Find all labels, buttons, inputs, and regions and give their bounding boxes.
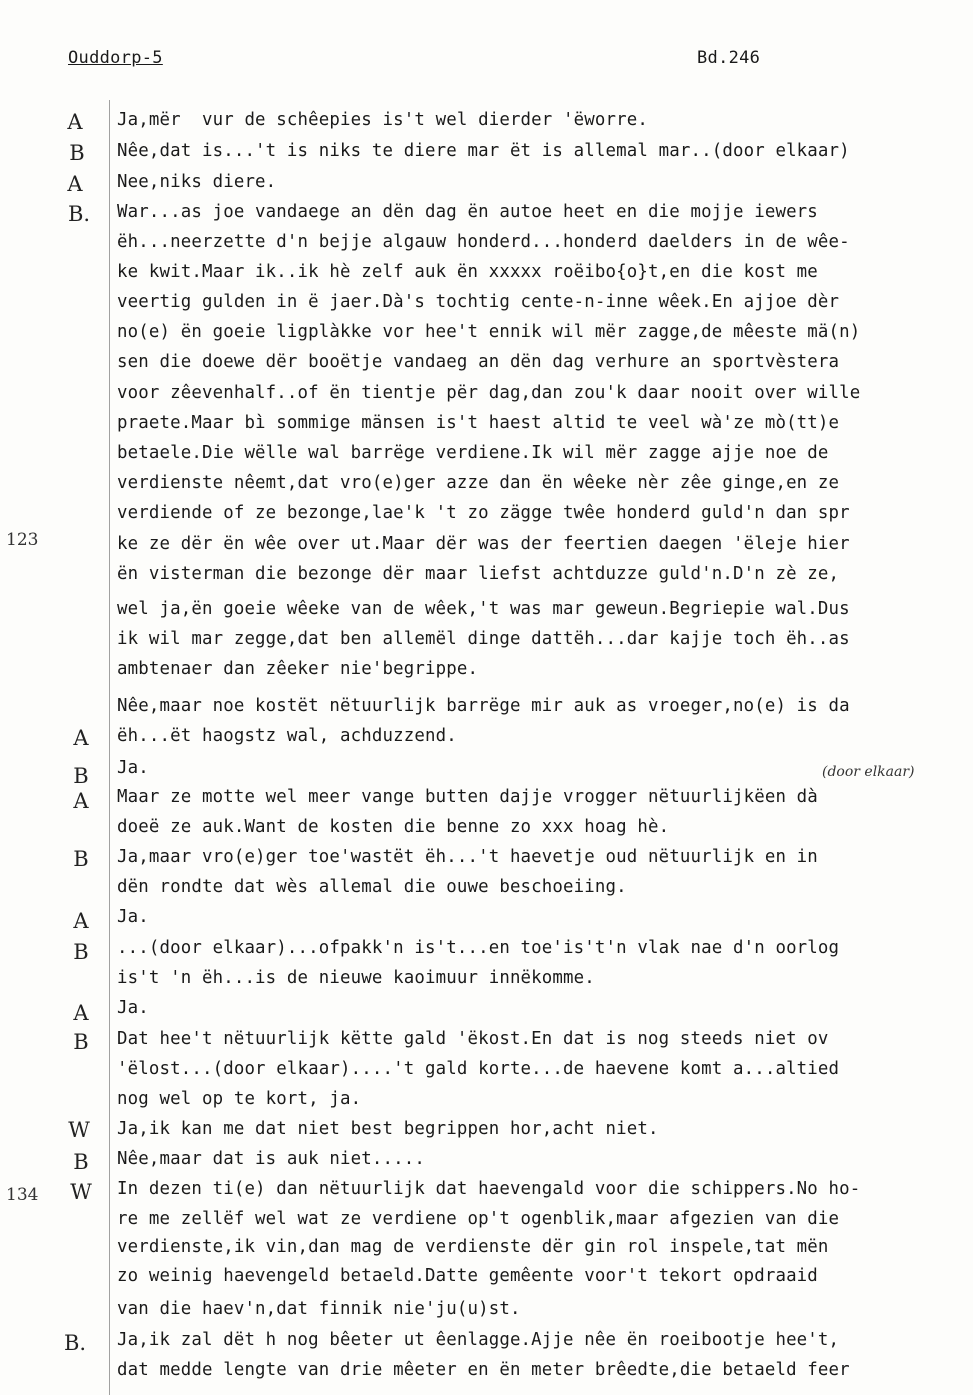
transcript-line: Dat hee't nëtuurlijk këtte gald 'ëkost.En dat is nog steeds niet ov — [117, 1029, 829, 1049]
transcript-line: voor zêevenhalf..of ën tientje për dag,dan zou'k daar nooit over wille — [117, 383, 861, 403]
transcript-line: 'ëlost...(door elkaar)....'t gald korte...de haevene komt a...altied — [117, 1059, 840, 1079]
transcript-line: ke kwit.Maar ik..ik hè zelf auk ën xxxxx roëibo{o}t,en die kost me — [117, 262, 818, 282]
margin-rule — [109, 100, 110, 1395]
transcript-line: In dezen ti(e) dan nëtuurlijk dat haevengald voor die schippers.No ho- — [117, 1179, 861, 1199]
transcript-line: Nêe,dat is...'t is niks te diere mar ët is allemal mar..(door elkaar) — [117, 141, 850, 161]
transcript-line: dat medde lengte van drie mêeter en ën meter brêedte,die betaeld feer — [117, 1360, 850, 1380]
transcript-line: dën rondte dat wès allemal die ouwe beschoeiing. — [117, 877, 627, 897]
transcript-line: sen die doewe dër booëtje vandaeg an dën dag verhure an sportvèstera — [117, 352, 840, 372]
speaker-label: B — [73, 1030, 89, 1054]
transcript-line: wel ja,ën goeie wêeke van de wêek,'t was mar geweun.Begriepie wal.Dus — [117, 599, 850, 619]
transcript-line: verdienste,ik vin,dan mag de verdienste dër gin rol inspele,tat mën — [117, 1237, 829, 1257]
speaker-label: W — [70, 1180, 92, 1204]
transcript-line: Ja,ik zal dët h nog bêeter ut êenlagge.Ajje nêe ën roeibootje hee't, — [117, 1330, 840, 1350]
speaker-label: A — [73, 726, 89, 750]
transcript-line: zo weinig haevengeld betaeld.Datte gemêente voor't tekort opdraaid — [117, 1266, 818, 1286]
transcript-line: praete.Maar bì sommige mänsen is't haest altid te veel wà'ze mò(tt)e — [117, 413, 840, 433]
transcript-line: Ja,maar vro(e)ger toe'wastët ëh...'t haevetje oud nëtuurlijk en in — [117, 847, 818, 867]
margin-note: (door elkaar) — [822, 764, 915, 780]
transcript-line: betaele.Die wëlle wal barrëge verdiene.Ik wil mër zagge ajje noe de — [117, 443, 829, 463]
speaker-label: A — [73, 789, 89, 813]
transcript-line: verdiende of ze bezonge,lae'k 't zo zägge twêe honderd guld'n dan spr — [117, 503, 850, 523]
page-header-right: Bd.246 — [697, 48, 761, 68]
speaker-label: B — [73, 847, 89, 871]
transcript-line: Nee,niks diere. — [117, 172, 277, 192]
transcript-line: Ja. — [117, 758, 149, 778]
transcript-line: van die haev'n,dat finnik nie'ju(u)st. — [117, 1299, 521, 1319]
page-header-left: Ouddorp-5 — [68, 48, 163, 68]
transcript-line: ën visterman die bezonge dër maar liefst achtduzze guld'n.D'n zè ze, — [117, 564, 840, 584]
speaker-label: A — [67, 172, 83, 196]
transcript-line: ëh...neerzette d'n bejje algauw honderd...honderd daelders in de wêe- — [117, 232, 850, 252]
transcript-line: nog wel op te kort, ja. — [117, 1089, 362, 1109]
transcript-line: ke ze dër ën wêe over ut.Maar dër was der feertien daegen 'ëleje hier — [117, 534, 850, 554]
transcript-line: Ja,ik kan me dat niet best begrippen hor,acht niet. — [117, 1119, 659, 1139]
speaker-label: B. — [67, 202, 91, 226]
transcript-line: veertig gulden in ë jaer.Dà's tochtig cente-n-inne wêek.En ajjoe dèr — [117, 292, 840, 312]
transcript-line: is't 'n ëh...is de nieuwe kaoimuur innëkomme. — [117, 968, 595, 988]
transcript-line: War...as joe vandaege an dën dag ën autoe heet en die mojje iewers — [117, 202, 818, 222]
transcript-line: Maar ze motte wel meer vange butten dajje vrogger nëtuurlijkëen dà — [117, 787, 818, 807]
transcript-line: Nêe,maar dat is auk niet..... — [117, 1149, 425, 1169]
speaker-label: B — [73, 940, 89, 964]
speaker-label: B — [69, 141, 85, 165]
speaker-label: B — [73, 764, 89, 788]
speaker-label: A — [73, 1001, 89, 1025]
line-number: 123 — [6, 530, 39, 550]
speaker-label: A — [67, 110, 83, 134]
transcript-line: ik wil mar zegge,dat ben allemël dinge dattëh...dar kajje toch ëh..as — [117, 629, 850, 649]
transcript-line: re me zellëf wel wat ze verdiene op't ogenblik,maar afgezien van die — [117, 1209, 840, 1229]
transcript-line: ...(door elkaar)...ofpakk'n is't...en toe'is't'n vlak nae d'n oorlog — [117, 938, 840, 958]
speaker-label: W — [68, 1118, 90, 1142]
speaker-label: A — [73, 909, 89, 933]
line-number: 134 — [6, 1185, 39, 1205]
transcript-line: Ja,mër vur de schêepies is't wel dierder 'ëworre. — [117, 110, 649, 130]
speaker-label: B. — [63, 1331, 87, 1355]
transcript-line: no(e) ën goeie ligplàkke vor hee't ennik wil mër zagge,de mêeste mä(n) — [117, 322, 861, 342]
transcript-line: ambtenaer dan zêeker nie'begrippe. — [117, 659, 479, 679]
transcript-line: ëh...ët haogstz wal, achduzzend. — [117, 726, 457, 746]
transcript-line: verdienste nêemt,dat vro(e)ger azze dan ën wêeke nèr zêe ginge,en ze — [117, 473, 840, 493]
transcript-line: Ja. — [117, 907, 149, 927]
transcript-line: doeë ze auk.Want de kosten die benne zo xxx hoag hè. — [117, 817, 670, 837]
transcript-line: Nêe,maar noe kostët nëtuurlijk barrëge mir auk as vroeger,no(e) is da — [117, 696, 850, 716]
speaker-label: B — [73, 1150, 89, 1174]
transcript-line: Ja. — [117, 998, 149, 1018]
